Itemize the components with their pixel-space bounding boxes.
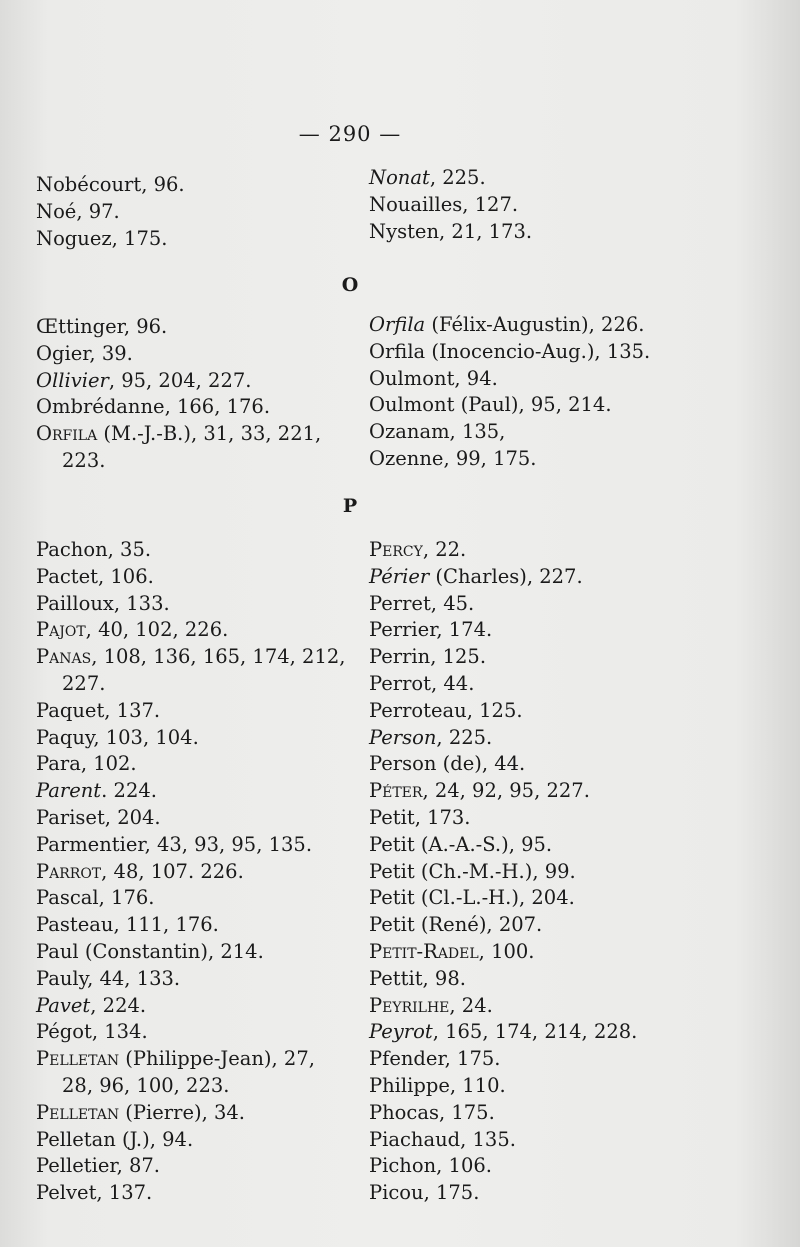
entry-pages: , 225. — [436, 725, 493, 749]
entry-name: Pelletan — [36, 1047, 120, 1071]
index-entry: Nysten, 21, 173. — [369, 219, 533, 243]
entry-pages: , 225. — [429, 166, 486, 189]
entry-name: Ollivier — [36, 368, 109, 392]
index-entry: Ozenne, 99, 175. — [369, 446, 537, 470]
entry-name: Pavet — [36, 993, 91, 1017]
index-entry: Phocas, 175. — [369, 1100, 495, 1124]
entry-name: Petit-Radel — [369, 939, 479, 963]
index-entry: Petit, 173. — [369, 805, 471, 829]
index-entry: Parmentier, 43, 93, 95, 135. — [36, 832, 313, 856]
entry-pages: (Philippe-Jean), 27, — [119, 1047, 315, 1071]
entry-name: Périer — [369, 564, 430, 588]
entry-name: Person — [369, 725, 437, 749]
index-entry: Perroteau, 125. — [369, 698, 523, 722]
index-entry — [36, 617, 356, 644]
index-entry — [369, 993, 669, 1020]
index-entry: Nobécourt, 96. — [36, 173, 185, 196]
section-letter-o: O — [341, 274, 359, 296]
index-entry — [369, 778, 669, 805]
index-entry — [36, 1046, 356, 1073]
entry-name: Pajot — [36, 618, 86, 642]
index-entry: Petit (René), 207. — [369, 913, 543, 937]
index-entry: Pichon, 106. — [369, 1154, 492, 1178]
index-entry: 227. — [62, 671, 106, 695]
entry-pages: , 100. — [478, 939, 535, 963]
index-entry: Pelletier, 87. — [36, 1154, 160, 1178]
index-entry: Ozanam, 135, — [369, 420, 506, 444]
entry-name: Parent — [36, 779, 102, 803]
index-entry: Ombrédanne, 166, 176. — [36, 395, 271, 419]
index-entry: Person (de), 44. — [369, 752, 526, 776]
index-entry: Petit (Ch.-M.-H.), 99. — [369, 859, 576, 883]
index-column-n-left — [36, 172, 356, 252]
entry-pages: , 95, 204, 227. — [108, 368, 252, 392]
index-column-p-left — [36, 537, 356, 1207]
entry-name: Orfila — [36, 422, 98, 446]
index-entry: Paquet, 137. — [36, 698, 161, 722]
index-entry — [369, 537, 669, 564]
index-entry: Perrot, 44. — [369, 671, 475, 695]
index-entry: Oulmont (Paul), 95, 214. — [369, 393, 612, 417]
index-entry: Philippe, 110. — [369, 1073, 506, 1097]
index-entry — [36, 778, 356, 805]
index-entry: Orfila (Inocencio-Aug.), 135. — [369, 339, 651, 363]
entry-name: Parrot — [36, 859, 102, 883]
index-entry: Œttinger, 96. — [36, 315, 168, 338]
index-entry — [36, 859, 356, 886]
entry-pages: (Félix-Augustin), 226. — [425, 313, 645, 336]
index-entry — [369, 1019, 669, 1046]
index-entry: 28, 96, 100, 223. — [62, 1073, 230, 1097]
index-entry: Para, 102. — [36, 752, 137, 776]
index-column-o-left — [36, 314, 356, 475]
index-entry: Pachon, 35. — [36, 538, 152, 561]
index-entry: 223. — [62, 448, 106, 472]
entry-pages: , 24, 92, 95, 227. — [422, 779, 590, 803]
entry-name: Orfila — [369, 313, 426, 336]
entry-pages: , 48, 107. 226. — [101, 859, 244, 883]
index-entry — [369, 312, 669, 339]
index-column-p-right — [369, 537, 669, 1207]
index-entry: Ogier, 39. — [36, 341, 133, 365]
entry-pages: , 40, 102, 226. — [85, 618, 229, 642]
entry-name: Percy — [369, 538, 423, 561]
index-entry — [369, 939, 669, 966]
index-entry: Paquy, 103, 104. — [36, 725, 199, 749]
index-entry: Pégot, 134. — [36, 1020, 148, 1044]
entry-pages: , 224. — [90, 993, 147, 1017]
entry-pages: (Charles), 227. — [429, 564, 583, 588]
index-entry: Picou, 175. — [369, 1181, 480, 1205]
index-entry: Paul (Constantin), 214. — [36, 939, 264, 963]
index-entry: Noé, 97. — [36, 199, 120, 223]
index-entry: Oulmont, 94. — [369, 366, 498, 390]
index-entry: Nouailles, 127. — [369, 192, 519, 216]
index-entry: Pauly, 44, 133. — [36, 966, 181, 990]
entry-pages: (M.-J.-B.), 31, 33, 221, — [97, 422, 322, 446]
entry-name: Pelletan — [36, 1100, 120, 1124]
entry-pages: , 165, 174, 214, 228. — [432, 1020, 638, 1044]
index-entry: Pettit, 98. — [369, 966, 466, 990]
index-entry: Pelletan (J.), 94. — [36, 1127, 194, 1151]
index-entry: Perret, 45. — [369, 591, 475, 615]
entry-name: Peyrilhe — [369, 993, 450, 1017]
entry-pages: (Pierre), 34. — [119, 1100, 245, 1124]
index-entry: Pasteau, 111, 176. — [36, 913, 219, 937]
index-entry: Perrin, 125. — [369, 645, 487, 669]
index-column-o-right — [369, 312, 669, 473]
entry-pages: . 224. — [101, 779, 157, 803]
index-entry — [369, 165, 669, 192]
index-entry — [36, 421, 356, 448]
entry-name: Nonat — [369, 166, 430, 189]
index-column-n-right — [369, 165, 669, 245]
entry-pages: , 24. — [449, 993, 493, 1017]
index-entry: Pelvet, 137. — [36, 1181, 153, 1205]
index-entry: Petit (Cl.-L.-H.), 204. — [369, 886, 575, 910]
entry-name: Peyrot — [369, 1020, 433, 1044]
index-entry: Piachaud, 135. — [369, 1127, 516, 1151]
entry-pages: , 108, 136, 165, 174, 212, — [91, 645, 346, 669]
index-entry — [36, 1100, 356, 1127]
index-entry — [36, 644, 356, 671]
index-entry: Pactet, 106. — [36, 564, 154, 588]
index-entry — [369, 564, 669, 591]
index-entry — [369, 725, 669, 752]
index-entry: Petit (A.-A.-S.), 95. — [369, 832, 553, 856]
section-letter-p: P — [342, 495, 358, 517]
entry-name: Panas — [36, 645, 92, 669]
index-entry — [36, 993, 356, 1020]
page-number: — 290 — — [298, 122, 402, 146]
index-entry: Perrier, 174. — [369, 618, 493, 642]
index-entry: Noguez, 175. — [36, 226, 168, 250]
index-entry: Pailloux, 133. — [36, 591, 170, 615]
entry-name: Péter — [369, 779, 423, 803]
index-entry — [36, 368, 356, 395]
index-entry: Pascal, 176. — [36, 886, 155, 910]
index-entry: Pfender, 175. — [369, 1047, 501, 1071]
entry-pages: , 22. — [422, 538, 467, 561]
index-entry: Pariset, 204. — [36, 805, 161, 829]
